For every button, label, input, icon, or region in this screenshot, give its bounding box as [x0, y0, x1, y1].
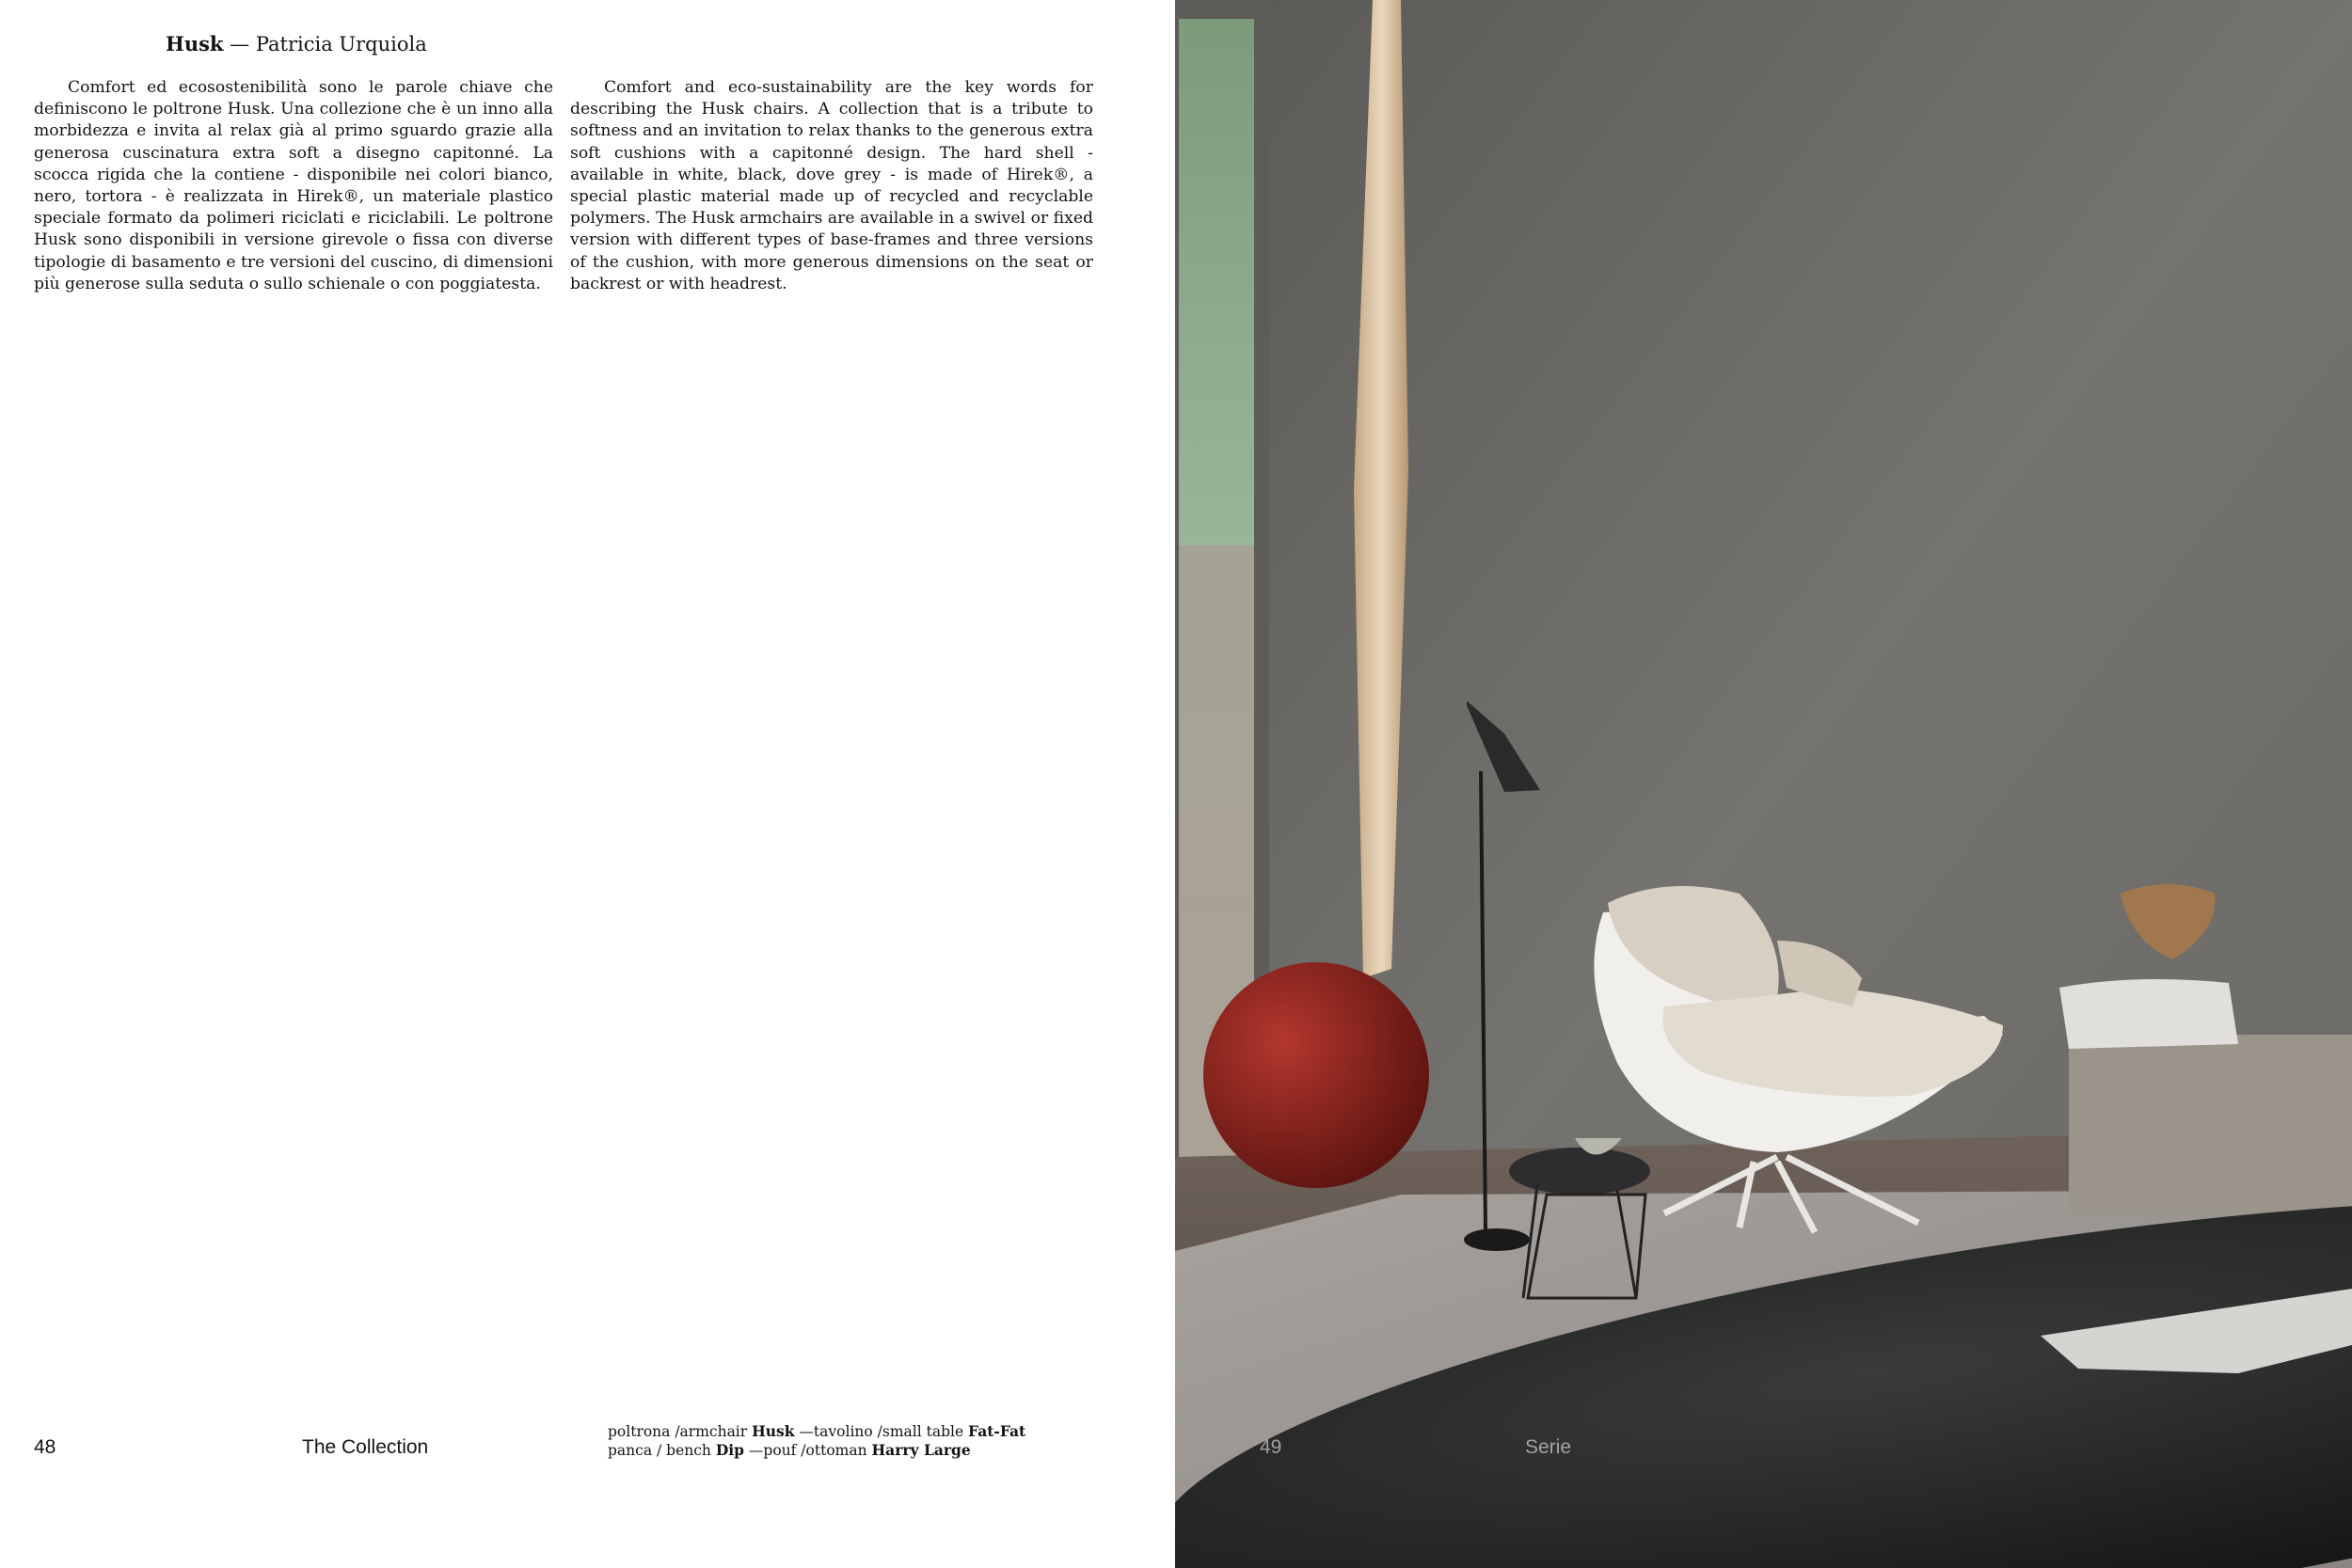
- section-label-right: Serie: [1525, 1436, 1572, 1458]
- credit-product: Dip: [715, 1441, 744, 1459]
- credit-product: Fat-Fat: [968, 1422, 1026, 1440]
- credit-label: poltrona /armchair: [608, 1423, 753, 1440]
- right-page: [1175, 0, 2352, 1568]
- english-paragraph: Comfort and eco-sustainability are the key words for describing the Husk chairs. A collection that is a tribute to softness and an invitation to relax thanks to the generous extra soft cushions with a capitonné design. The hard shell - available in white, black, dove grey - is made of Hirek®, a special plastic material made up of recycled and recyclable polymers. The Husk armchairs are available in a swivel or fixed version with different types of base-frames and three versions of the cushion, with more generous dimensions on the seat or backrest or with headrest.: [570, 78, 1093, 293]
- credit-product: Harry Large: [871, 1441, 971, 1459]
- section-label-left: The Collection: [302, 1436, 429, 1458]
- english-text-column: [570, 77, 1093, 295]
- page-number-left: 48: [34, 1436, 56, 1458]
- designer-name: Patricia Urquiola: [255, 33, 427, 55]
- interior-photo: [1175, 0, 2352, 1568]
- left-page: [0, 0, 1175, 1568]
- credit-product: Husk: [752, 1422, 795, 1440]
- product-name: Husk: [166, 32, 224, 55]
- credits-line-1: [608, 1422, 1025, 1441]
- page-number-right: 49: [1260, 1436, 1282, 1458]
- credits-line-2: [608, 1441, 1025, 1460]
- article-title: [166, 30, 427, 58]
- credit-label: —tavolino /small table: [794, 1423, 969, 1440]
- title-separator: —: [223, 33, 256, 55]
- italian-paragraph: Comfort ed ecosostenibilità sono le parole chiave che definiscono le poltrone Husk. Una collezione che è un inno alla morbidezza e invita al relax già al primo sguardo grazie alla generosa cuscinatura extra soft a disegno capitonné. La scocca rigida che la contiene - disponibile nei colori bianco, nero, tortora - è realizzata in Hirek®, un materiale plastico speciale formato da polimeri riciclati e riciclabili. Le poltrone Husk sono disponibili in versione girevole o fissa con diverse tipologie di basamento e tre versioni del cuscino, di dimensioni più generose sulla seduta o sullo schienale o con poggiatesta.: [34, 78, 553, 293]
- red-ball: [1203, 962, 1429, 1188]
- credit-label: —pouf /ottoman: [743, 1442, 872, 1459]
- credit-label: panca / bench: [608, 1442, 716, 1459]
- italian-text-column: [34, 77, 553, 295]
- product-credits: [608, 1422, 1025, 1460]
